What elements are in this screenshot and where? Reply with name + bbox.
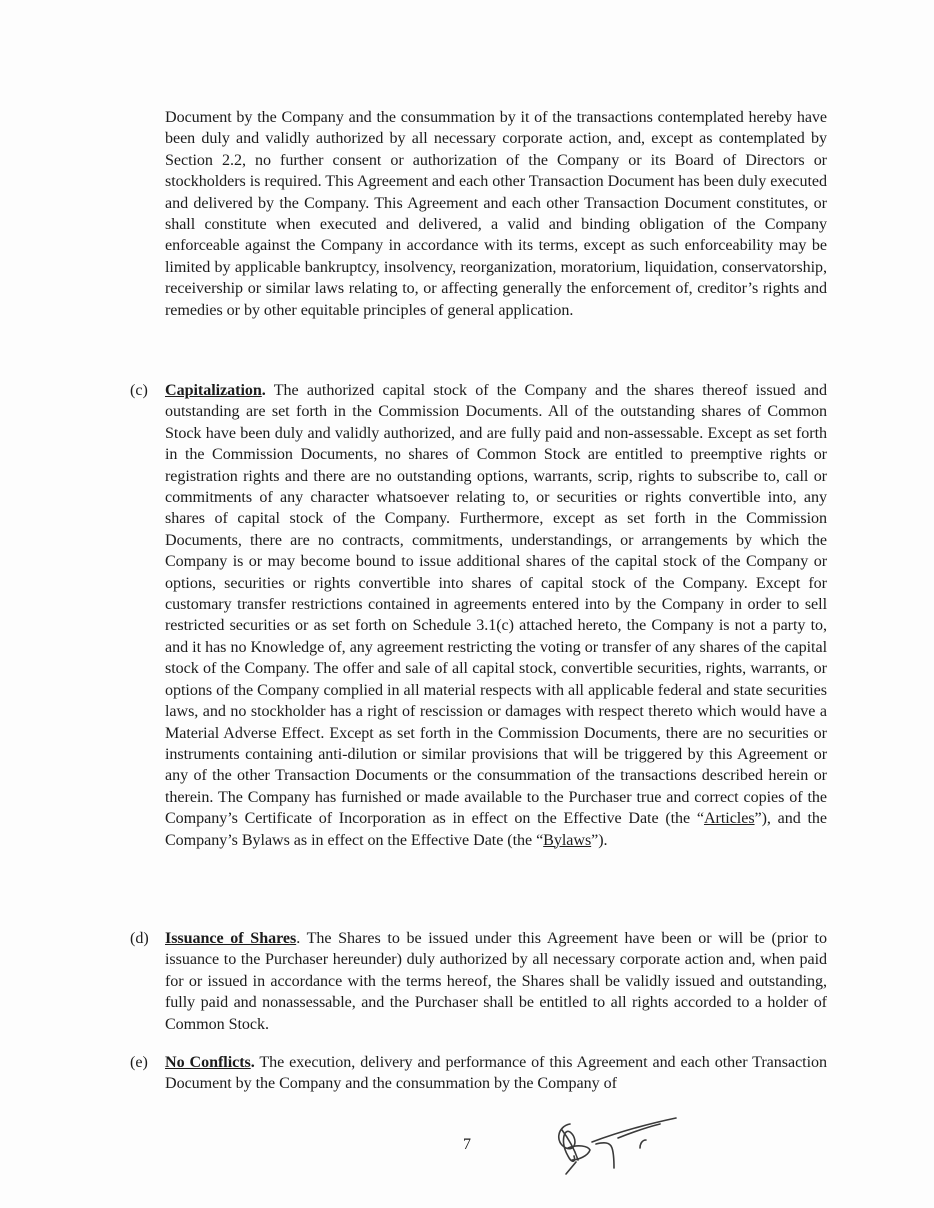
section-marker: (e) [130,1054,148,1071]
section-d-issuance-of-shares [130,928,827,1035]
heading-punctuation: . [261,382,266,399]
section-heading: No Conflicts [165,1054,251,1071]
section-text: The Shares to be issued under this Agreement have been or will be (prior to issuance to the Purchaser hereunder) duly authorized by all necessary corporate action and, when paid for or issued in accordance with the terms hereof, the Shares shall be validly issued and outstanding, fully paid and nonassessable, and the Purchaser shall be entitled to all rights accorded to a holder of Common Stock. [165,930,827,1033]
section-heading: Issuance of Shares [165,930,297,947]
section-body [165,928,827,1035]
section-marker: (c) [130,382,148,399]
defined-term-articles: Articles [703,810,755,828]
section-text: ”). [591,831,608,849]
section-body [165,380,827,851]
heading-punctuation: . [296,930,301,947]
heading-punctuation: . [250,1054,255,1071]
page-number: 7 [463,1136,471,1153]
section-e-no-conflicts [130,1052,827,1095]
defined-term-bylaws: Bylaws [543,831,592,849]
section-heading: Capitalization [165,382,262,399]
section-text: ”), and the Company’s Bylaws as in effect on the Effective Date (the “ [165,810,827,849]
section-text: The execution, delivery and performance of this Agreement and each other Transaction Document by the Company and the consummation by the Company of [165,1054,828,1093]
continuation-paragraph: Document by the Company and the consummation by it of the transactions contemplated hereby have been duly and validly authorized by all necessary corporate action, and, except as contemplated by Section 2.2, no further consent or authorization of the Company or its Board of Directors or stockholders is required. This Agreement and each other Transaction Document has been duly executed and delivered by the Company. This Agreement and each other Transaction Document constitutes, or shall constitute when executed and delivered, a valid and binding obligation of the Company enforceable against the Company in accordance with its terms, except as such enforceability may be limited by applicable bankruptcy, insolvency, reorganization, moratorium, liquidation, conservatorship, receivership or similar laws relating to, or affecting generally the enforcement of, creditor’s rights and remedies or by other equitable principles of general application. [165,109,827,319]
section-body [165,1052,827,1095]
section-c-capitalization [130,380,827,851]
section-text: The authorized capital stock of the Company and the shares thereof issued and outstanding are set forth in the Commission Documents. All of the outstanding shares of Common Stock have been duly and validly authorized, and are fully paid and non-assessable. Except as set forth in the Commission Documents, no shares of Common Stock are entitled to preemptive rights or registration rights and there are no outstanding options, warrants, scrip, rights to subscribe to, call or commitments of any character whatsoever relating to, or securities or rights convertible into, any shares of capital stock of the Company. Furthermore, except as set forth in the Commission Documents, there are no contracts, commitments, understandings, or arrangements by which the Company is or may become bound to issue additional shares of the capital stock of the Company or options, securities or rights convertible into shares of capital stock of the Company. Except for customary transfer restrictions contained in agreements entered into by the Company in order to sell restricted securities or as set forth on Schedule 3.1(c) attached hereto, the Company is not a party to, and it has no Knowledge of, any agreement restricting the voting or transfer of any shares of the capital stock of the Company. The offer and sale of all capital stock, convertible securities, rights, warrants, or options of the Company complied in all material respects with all applicable federal and state securities laws, and no stockholder has a right of rescission or damages with respect thereto which would have a Material Adverse Effect. Except as set forth in the Commission Documents, there are no securities or instruments containing anti-dilution or similar provisions that will be triggered by this Agreement or any of the other Transaction Documents or the consummation of the transactions described herein or therein. The Company has furnished or made available to the Purchaser true and correct copies of the Company’s Certificate of Incorporation as in effect on the Effective Date (the “ [165,382,827,828]
section-marker: (d) [130,930,149,947]
signature-initials-icon [548,1112,688,1184]
